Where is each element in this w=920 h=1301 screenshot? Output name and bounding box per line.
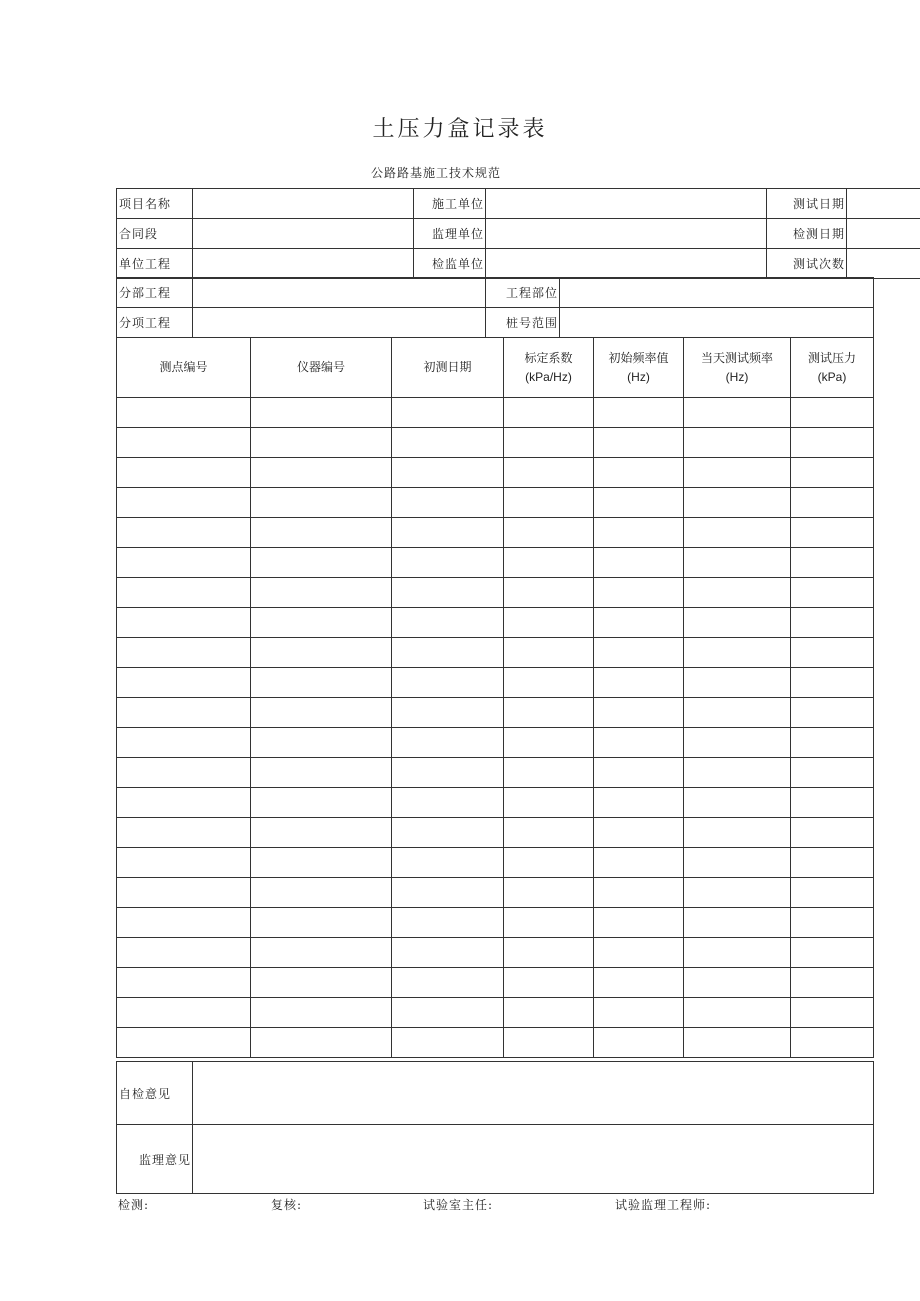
table-cell[interactable] <box>117 428 251 458</box>
table-cell[interactable] <box>504 818 594 848</box>
table-cell[interactable] <box>594 878 684 908</box>
table-cell[interactable] <box>251 398 392 428</box>
table-cell[interactable] <box>117 548 251 578</box>
table-row <box>117 848 874 878</box>
field-project-location[interactable] <box>560 278 874 308</box>
table-cell[interactable] <box>684 908 791 938</box>
table-cell[interactable] <box>117 518 251 548</box>
table-cell[interactable] <box>791 548 874 578</box>
field-inspection-date[interactable] <box>847 219 920 249</box>
col-header-calibration-coef <box>504 338 594 398</box>
table-cell[interactable] <box>791 818 874 848</box>
table-cell[interactable] <box>504 998 594 1028</box>
table-cell[interactable] <box>684 938 791 968</box>
table-cell[interactable] <box>504 638 594 668</box>
table-cell[interactable] <box>504 1028 594 1058</box>
table-cell[interactable] <box>392 428 504 458</box>
table-cell[interactable] <box>251 908 392 938</box>
table-cell[interactable] <box>117 758 251 788</box>
table-cell[interactable] <box>504 908 594 938</box>
col-header-current-frequency <box>684 338 791 398</box>
label-test-count: 测试次数 <box>767 249 847 279</box>
col-unit: (Hz) <box>725 369 749 384</box>
table-row <box>117 608 874 638</box>
table-cell[interactable] <box>504 668 594 698</box>
table-cell[interactable] <box>504 848 594 878</box>
header-row <box>117 249 920 279</box>
table-cell[interactable] <box>392 668 504 698</box>
table-cell[interactable] <box>594 908 684 938</box>
table-cell[interactable] <box>504 728 594 758</box>
table-cell[interactable] <box>117 788 251 818</box>
table-cell[interactable] <box>251 998 392 1028</box>
field-unit-project[interactable] <box>193 249 414 279</box>
table-row <box>117 398 874 428</box>
table-cell[interactable] <box>117 578 251 608</box>
table-cell[interactable] <box>504 458 594 488</box>
table-cell[interactable] <box>594 668 684 698</box>
field-inspection-unit[interactable] <box>486 249 767 279</box>
table-cell[interactable] <box>791 1028 874 1058</box>
label-supervision-opinion: 监理意见 <box>117 1125 193 1194</box>
table-cell[interactable] <box>684 578 791 608</box>
table-cell[interactable] <box>594 998 684 1028</box>
table-cell[interactable] <box>117 878 251 908</box>
col-label: 测试压力 <box>807 350 856 365</box>
table-cell[interactable] <box>791 698 874 728</box>
table-row <box>117 908 874 938</box>
footer-test-label: 检测: <box>118 1198 150 1212</box>
table-cell[interactable] <box>504 578 594 608</box>
table-cell[interactable] <box>684 518 791 548</box>
header-row <box>117 278 874 308</box>
table-row <box>117 428 874 458</box>
table-cell[interactable] <box>594 818 684 848</box>
col-label: 当天测试频率 <box>700 350 773 365</box>
table-cell[interactable] <box>684 878 791 908</box>
table-cell[interactable] <box>392 938 504 968</box>
table-cell[interactable] <box>504 518 594 548</box>
table-row <box>117 938 874 968</box>
table-cell[interactable] <box>791 518 874 548</box>
col-label: 初始频率值 <box>608 350 669 365</box>
field-contract-section[interactable] <box>193 219 414 249</box>
table-cell[interactable] <box>392 758 504 788</box>
table-cell[interactable] <box>251 968 392 998</box>
table-cell[interactable] <box>594 428 684 458</box>
table-cell[interactable] <box>791 458 874 488</box>
table-cell[interactable] <box>791 908 874 938</box>
footer-supervisor-label: 试验监理工程师: <box>615 1198 712 1212</box>
table-cell[interactable] <box>392 848 504 878</box>
label-self-check: 自检意见 <box>117 1062 193 1125</box>
table-cell[interactable] <box>594 968 684 998</box>
table-cell[interactable] <box>117 908 251 938</box>
table-row <box>117 668 874 698</box>
table-cell[interactable] <box>251 608 392 638</box>
table-cell[interactable] <box>392 818 504 848</box>
table-row <box>117 548 874 578</box>
table-cell[interactable] <box>392 788 504 818</box>
col-label: 测点编号 <box>159 360 208 374</box>
field-construction-unit[interactable] <box>486 189 767 219</box>
table-row <box>117 578 874 608</box>
table-cell[interactable] <box>392 578 504 608</box>
footer-lab-director-label: 试验室主任: <box>423 1198 494 1212</box>
table-cell[interactable] <box>594 848 684 878</box>
field-division-project[interactable] <box>193 278 486 308</box>
label-construction-unit: 施工单位 <box>414 189 486 219</box>
table-cell[interactable] <box>251 788 392 818</box>
table-cell[interactable] <box>594 788 684 818</box>
page-title: 土压力盒记录表 <box>372 117 548 142</box>
table-cell[interactable] <box>117 998 251 1028</box>
col-label: 仪器编号 <box>296 360 345 374</box>
col-unit: (Hz) <box>627 369 650 384</box>
table-cell[interactable] <box>117 1028 251 1058</box>
table-cell[interactable] <box>251 848 392 878</box>
table-cell[interactable] <box>392 878 504 908</box>
table-cell[interactable] <box>251 818 392 848</box>
table-cell[interactable] <box>117 818 251 848</box>
label-inspection-unit: 检监单位 <box>414 249 486 279</box>
table-cell[interactable] <box>594 728 684 758</box>
table-row <box>117 518 874 548</box>
table-cell[interactable] <box>791 578 874 608</box>
col-header-instrument-id <box>251 338 392 398</box>
col-header-test-pressure <box>791 338 874 398</box>
table-cell[interactable] <box>684 968 791 998</box>
column-header-row <box>117 338 874 398</box>
table-cell[interactable] <box>117 848 251 878</box>
col-label: 初测日期 <box>423 360 472 374</box>
data-table <box>116 337 874 1058</box>
label-supervision-unit: 监理单位 <box>414 219 486 249</box>
header-table-2 <box>116 277 874 338</box>
table-row <box>117 818 874 848</box>
table-cell[interactable] <box>791 728 874 758</box>
table-cell[interactable] <box>791 848 874 878</box>
table-cell[interactable] <box>251 458 392 488</box>
table-cell[interactable] <box>504 488 594 518</box>
table-cell[interactable] <box>504 428 594 458</box>
table-cell[interactable] <box>684 458 791 488</box>
field-subitem-project[interactable] <box>193 308 486 338</box>
table-row <box>117 998 874 1028</box>
table-cell[interactable] <box>392 698 504 728</box>
table-cell[interactable] <box>251 638 392 668</box>
table-cell[interactable] <box>594 608 684 638</box>
table-cell[interactable] <box>117 638 251 668</box>
col-unit: (kPa/Hz) <box>525 369 572 384</box>
table-cell[interactable] <box>684 1028 791 1058</box>
header-row <box>117 219 920 249</box>
label-contract-section: 合同段 <box>117 219 193 249</box>
table-cell[interactable] <box>251 728 392 758</box>
table-cell[interactable] <box>594 578 684 608</box>
table-row <box>117 728 874 758</box>
table-cell[interactable] <box>117 728 251 758</box>
label-project-name: 项目名称 <box>117 189 193 219</box>
table-cell[interactable] <box>117 668 251 698</box>
table-cell[interactable] <box>251 668 392 698</box>
table-cell[interactable] <box>504 878 594 908</box>
table-cell[interactable] <box>684 668 791 698</box>
header-row <box>117 308 874 338</box>
table-cell[interactable] <box>791 878 874 908</box>
label-project-location: 工程部位 <box>486 278 560 308</box>
table-cell[interactable] <box>251 758 392 788</box>
self-check-row <box>117 1062 874 1125</box>
table-cell[interactable] <box>684 638 791 668</box>
table-cell[interactable] <box>392 458 504 488</box>
table-cell[interactable] <box>791 608 874 638</box>
label-division-project: 分部工程 <box>117 278 193 308</box>
table-cell[interactable] <box>791 788 874 818</box>
table-cell[interactable] <box>117 488 251 518</box>
table-cell[interactable] <box>504 608 594 638</box>
table-cell[interactable] <box>117 698 251 728</box>
table-cell[interactable] <box>684 848 791 878</box>
col-header-initial-date <box>392 338 504 398</box>
table-cell[interactable] <box>594 638 684 668</box>
table-cell[interactable] <box>684 818 791 848</box>
table-cell[interactable] <box>594 488 684 518</box>
label-inspection-date: 检测日期 <box>767 219 847 249</box>
table-cell[interactable] <box>392 608 504 638</box>
table-cell[interactable] <box>392 398 504 428</box>
table-cell[interactable] <box>791 968 874 998</box>
label-subitem-project: 分项工程 <box>117 308 193 338</box>
col-header-initial-frequency <box>594 338 684 398</box>
table-row <box>117 488 874 518</box>
table-cell[interactable] <box>251 698 392 728</box>
table-cell[interactable] <box>392 548 504 578</box>
header-table-1 <box>116 188 920 279</box>
table-cell[interactable] <box>117 938 251 968</box>
table-cell[interactable] <box>684 488 791 518</box>
table-cell[interactable] <box>251 548 392 578</box>
label-unit-project: 单位工程 <box>117 249 193 279</box>
table-cell[interactable] <box>594 938 684 968</box>
table-cell[interactable] <box>392 638 504 668</box>
table-cell[interactable] <box>504 398 594 428</box>
table-cell[interactable] <box>684 758 791 788</box>
table-cell[interactable] <box>251 428 392 458</box>
table-cell[interactable] <box>504 938 594 968</box>
table-cell[interactable] <box>684 548 791 578</box>
table-cell[interactable] <box>684 608 791 638</box>
col-unit: (kPa) <box>817 369 847 384</box>
table-cell[interactable] <box>684 728 791 758</box>
opinions-table <box>116 1061 874 1194</box>
table-cell[interactable] <box>594 518 684 548</box>
table-cell[interactable] <box>251 878 392 908</box>
table-cell[interactable] <box>504 788 594 818</box>
table-cell[interactable] <box>392 488 504 518</box>
table-cell[interactable] <box>392 968 504 998</box>
table-cell[interactable] <box>791 488 874 518</box>
table-cell[interactable] <box>791 428 874 458</box>
table-cell[interactable] <box>791 938 874 968</box>
table-cell[interactable] <box>684 398 791 428</box>
table-row <box>117 1028 874 1058</box>
table-cell[interactable] <box>504 698 594 728</box>
table-row <box>117 968 874 998</box>
table-cell[interactable] <box>791 398 874 428</box>
table-row <box>117 458 874 488</box>
table-cell[interactable] <box>791 638 874 668</box>
table-cell[interactable] <box>392 728 504 758</box>
table-cell[interactable] <box>791 668 874 698</box>
table-cell[interactable] <box>117 968 251 998</box>
field-self-check[interactable] <box>193 1062 874 1125</box>
table-cell[interactable] <box>117 608 251 638</box>
field-test-count[interactable] <box>847 249 920 279</box>
table-row <box>117 758 874 788</box>
table-cell[interactable] <box>392 1028 504 1058</box>
table-cell[interactable] <box>392 518 504 548</box>
table-cell[interactable] <box>684 998 791 1028</box>
table-cell[interactable] <box>504 968 594 998</box>
table-cell[interactable] <box>504 758 594 788</box>
supervision-row <box>117 1125 874 1194</box>
table-cell[interactable] <box>251 578 392 608</box>
field-project-name[interactable] <box>193 189 414 219</box>
table-cell[interactable] <box>791 998 874 1028</box>
page-subtitle: 公路路基施工技术规范 <box>370 166 501 180</box>
field-test-date[interactable] <box>847 189 920 219</box>
table-cell[interactable] <box>251 1028 392 1058</box>
table-cell[interactable] <box>504 548 594 578</box>
table-cell[interactable] <box>392 908 504 938</box>
table-cell[interactable] <box>684 698 791 728</box>
table-row <box>117 878 874 908</box>
table-cell[interactable] <box>594 398 684 428</box>
table-row <box>117 788 874 818</box>
table-cell[interactable] <box>594 758 684 788</box>
table-cell[interactable] <box>594 698 684 728</box>
table-cell[interactable] <box>594 458 684 488</box>
field-supervision-opinion[interactable] <box>193 1125 874 1194</box>
label-test-date: 测试日期 <box>767 189 847 219</box>
table-cell[interactable] <box>117 458 251 488</box>
header-row <box>117 189 920 219</box>
table-cell[interactable] <box>594 1028 684 1058</box>
table-cell[interactable] <box>791 758 874 788</box>
table-cell[interactable] <box>117 398 251 428</box>
table-cell[interactable] <box>594 548 684 578</box>
table-cell[interactable] <box>392 998 504 1028</box>
label-station-range: 桩号范围 <box>486 308 560 338</box>
table-cell[interactable] <box>251 488 392 518</box>
table-cell[interactable] <box>251 518 392 548</box>
field-supervision-unit[interactable] <box>486 219 767 249</box>
col-label: 标定系数 <box>524 350 573 365</box>
col-header-point-id <box>117 338 251 398</box>
footer-review-label: 复核: <box>271 1198 303 1212</box>
table-cell[interactable] <box>684 788 791 818</box>
table-cell[interactable] <box>684 428 791 458</box>
field-station-range[interactable] <box>560 308 874 338</box>
table-row <box>117 638 874 668</box>
table-cell[interactable] <box>251 938 392 968</box>
table-row <box>117 698 874 728</box>
